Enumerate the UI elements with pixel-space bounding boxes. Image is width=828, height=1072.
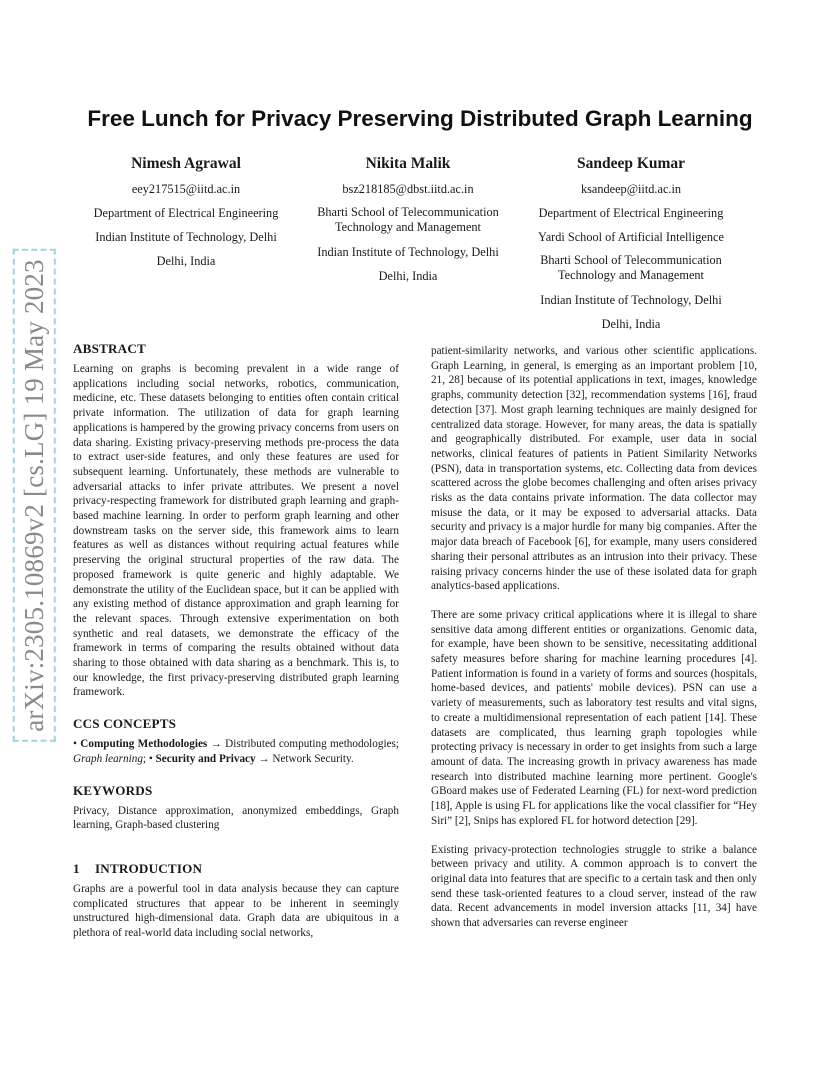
keywords-heading: KEYWORDS [73,782,153,798]
separator: ; [142,752,147,765]
body-paragraph: patient-similarity networks, and various other scientific applications. Graph Learning, in general, is emerging as an important problem [10, 21, 28] because of its potential applications in text, images, knowledge graphs, community detection [32], recommendation systems [16], fraud detection [37]. Most graph learning techniques are mainly designed for centralized data storage. However, for many areas, the data is spatially and geographically distributed. For example, user data in social networks, clinical features of patients in Patient Similarity Networks (PSN), data in transportation systems, etc. Collecting data from devices scattered across the globe becomes challenging and often arises privacy risks as the data contains private information. The data collector may misuse the data, or it may be exposed to adversarial attacks. Data security and privacy is a major hurdle for many big companies. After the major data breach of Facebook [6], for example, many users considered sharing their personal attributes as an intrusion into their privacy. These raising privacy concerns hinder the use of these isolated data for graph analytics-based applications. [431,345,757,593]
author-email: bsz218185@dbst.iitd.ac.in [342,182,474,196]
arxiv-watermark [14,250,54,740]
author-affiliation: Department of Electrical Engineering [93,206,279,220]
author-name: Nikita Malik [365,155,451,172]
left-column [73,341,399,941]
arxiv-identifier[interactable]: arXiv:2305.10869v2 [cs.LG] 19 May 2023 [19,255,50,736]
abstract-heading: ABSTRACT [73,341,146,356]
body-paragraph: There are some privacy critical applications where it is illegal to share sensitive data among different entities or organizations. Genomic data, for example, have been shown to be sensitive, necessitating additional safety measures before sharing for machine learning procedures [4]. Patient information is found in a variety of forms and sources (hospitals, home-based devices, and patients' mobile devices). PSN can use a variety of measurements, such as laboratory test results and vital signs, to create a multidimensional representation of each patient [14]. These datasets are complicated, thus learning graph topologies while protecting privacy is necessary in order to get insights from such a large amount of data. The increasing growth in privacy awareness has made research into distributed machine learning more pertinent. Google's GBoard makes use of Federated Learning (FL) for next-word prediction [18], Apple is using FL for applications like the vocal classifier for “Hey Siri” [2], Snips has explored FL for hotword detection [29]. [431,608,757,827]
author-email: ksandeep@iitd.ac.in [580,182,682,196]
author-block [296,154,520,288]
arrow: → [210,738,222,751]
keywords-text: Privacy, Distance approximation, anonymized embeddings, Graph learning, Graph-based clustering [73,804,399,832]
ccs-concept-detail: Graph learning [73,752,143,765]
ccs-concept-detail: Network Security. [272,752,354,765]
author-block [76,154,296,273]
bullet: • [148,752,153,765]
author-location: Delhi, India [156,254,216,268]
section-heading [73,861,399,877]
right-column [431,344,757,931]
body-paragraph: Existing privacy-protection technologies struggle to strike a balance between privacy and utility. A common approach is to convert the original data into features that are specific to a certain task and then only send these task-oriented features to a cloud server, instead of the raw data. Recent advancements in model inversion attacks [11, 34] have shown that adversaries can reverse engineer [431,843,757,930]
body-paragraph: Graphs are a powerful tool in data analysis because they can capture complicated structures that appear to be inherent in seemingly unstructured high-dimensional data. Graph data are ubiquitous in a plethora of real-world data including social networks, [73,882,399,940]
author-affiliation: Bharti School of Telecommunication Technology and Management [317,205,499,234]
ccs-concept: Security and Privacy [155,752,256,765]
author-block [519,154,743,336]
bullet: • [73,738,77,751]
author-affiliation: Bharti School of Telecommunication Technology and Management [540,253,722,282]
ccs-concept-detail: Distributed computing methodologies; [225,738,400,751]
author-affiliation: Indian Institute of Technology, Delhi [95,230,277,244]
author-affiliation: Yardi School of Artificial Intelligence [538,230,724,244]
section-number: 1 [73,860,80,876]
abstract-text: Learning on graphs is becoming prevalent in a wide range of applications including social networks, robotics, communication, medicine, etc. These datasets belonging to entities often contain critical private information. The utilization of data for graph learning applications is hampered by the growing privacy concerns from users on data sharing. Existing privacy-preserving methods pre-process the data to extract user-side features, and only these features are used for subsequent learning. Unfortunately, these methods are vulnerable to adversarial attacks to infer private attributes. We present a novel privacy-respecting framework for distributed graph learning and graph-based machine learning. In order to perform graph learning and other downstream tasks on the server side, this framework aims to learn features as well as distances without requiring actual features while preserving the original structural properties of the raw data. The proposed framework is quite generic and highly adaptable. We demonstrate the utility of the Euclidean space, but it can be applied with any existing method of distance approximation and graph learning for the relevant spaces. Through extensive experimentation on both synthetic and real datasets, we demonstrate the efficacy of the framework in terms of comparing the results obtained without data sharing to those obtained with data sharing as a benchmark. This is, to our knowledge, the first privacy-preserving distributed graph learning framework. [73,363,399,699]
author-affiliation: Indian Institute of Technology, Delhi [317,245,499,259]
author-location: Delhi, India [378,269,438,283]
author-location: Delhi, India [601,317,661,331]
author-affiliation: Indian Institute of Technology, Delhi [540,293,722,307]
arrow: → [258,752,270,765]
section-title: INTRODUCTION [95,860,203,876]
ccs-text [73,737,399,766]
author-name: Sandeep Kumar [576,155,686,172]
ccs-concept: Computing Methodologies [80,738,208,751]
author-name: Nimesh Agrawal [131,155,241,172]
author-affiliation: Department of Electrical Engineering [538,206,724,220]
author-email: eey217515@iitd.ac.in [131,182,241,196]
paper-title: Free Lunch for Privacy Preserving Distributed Graph Learning [87,106,753,131]
ccs-heading: CCS CONCEPTS [73,716,177,732]
